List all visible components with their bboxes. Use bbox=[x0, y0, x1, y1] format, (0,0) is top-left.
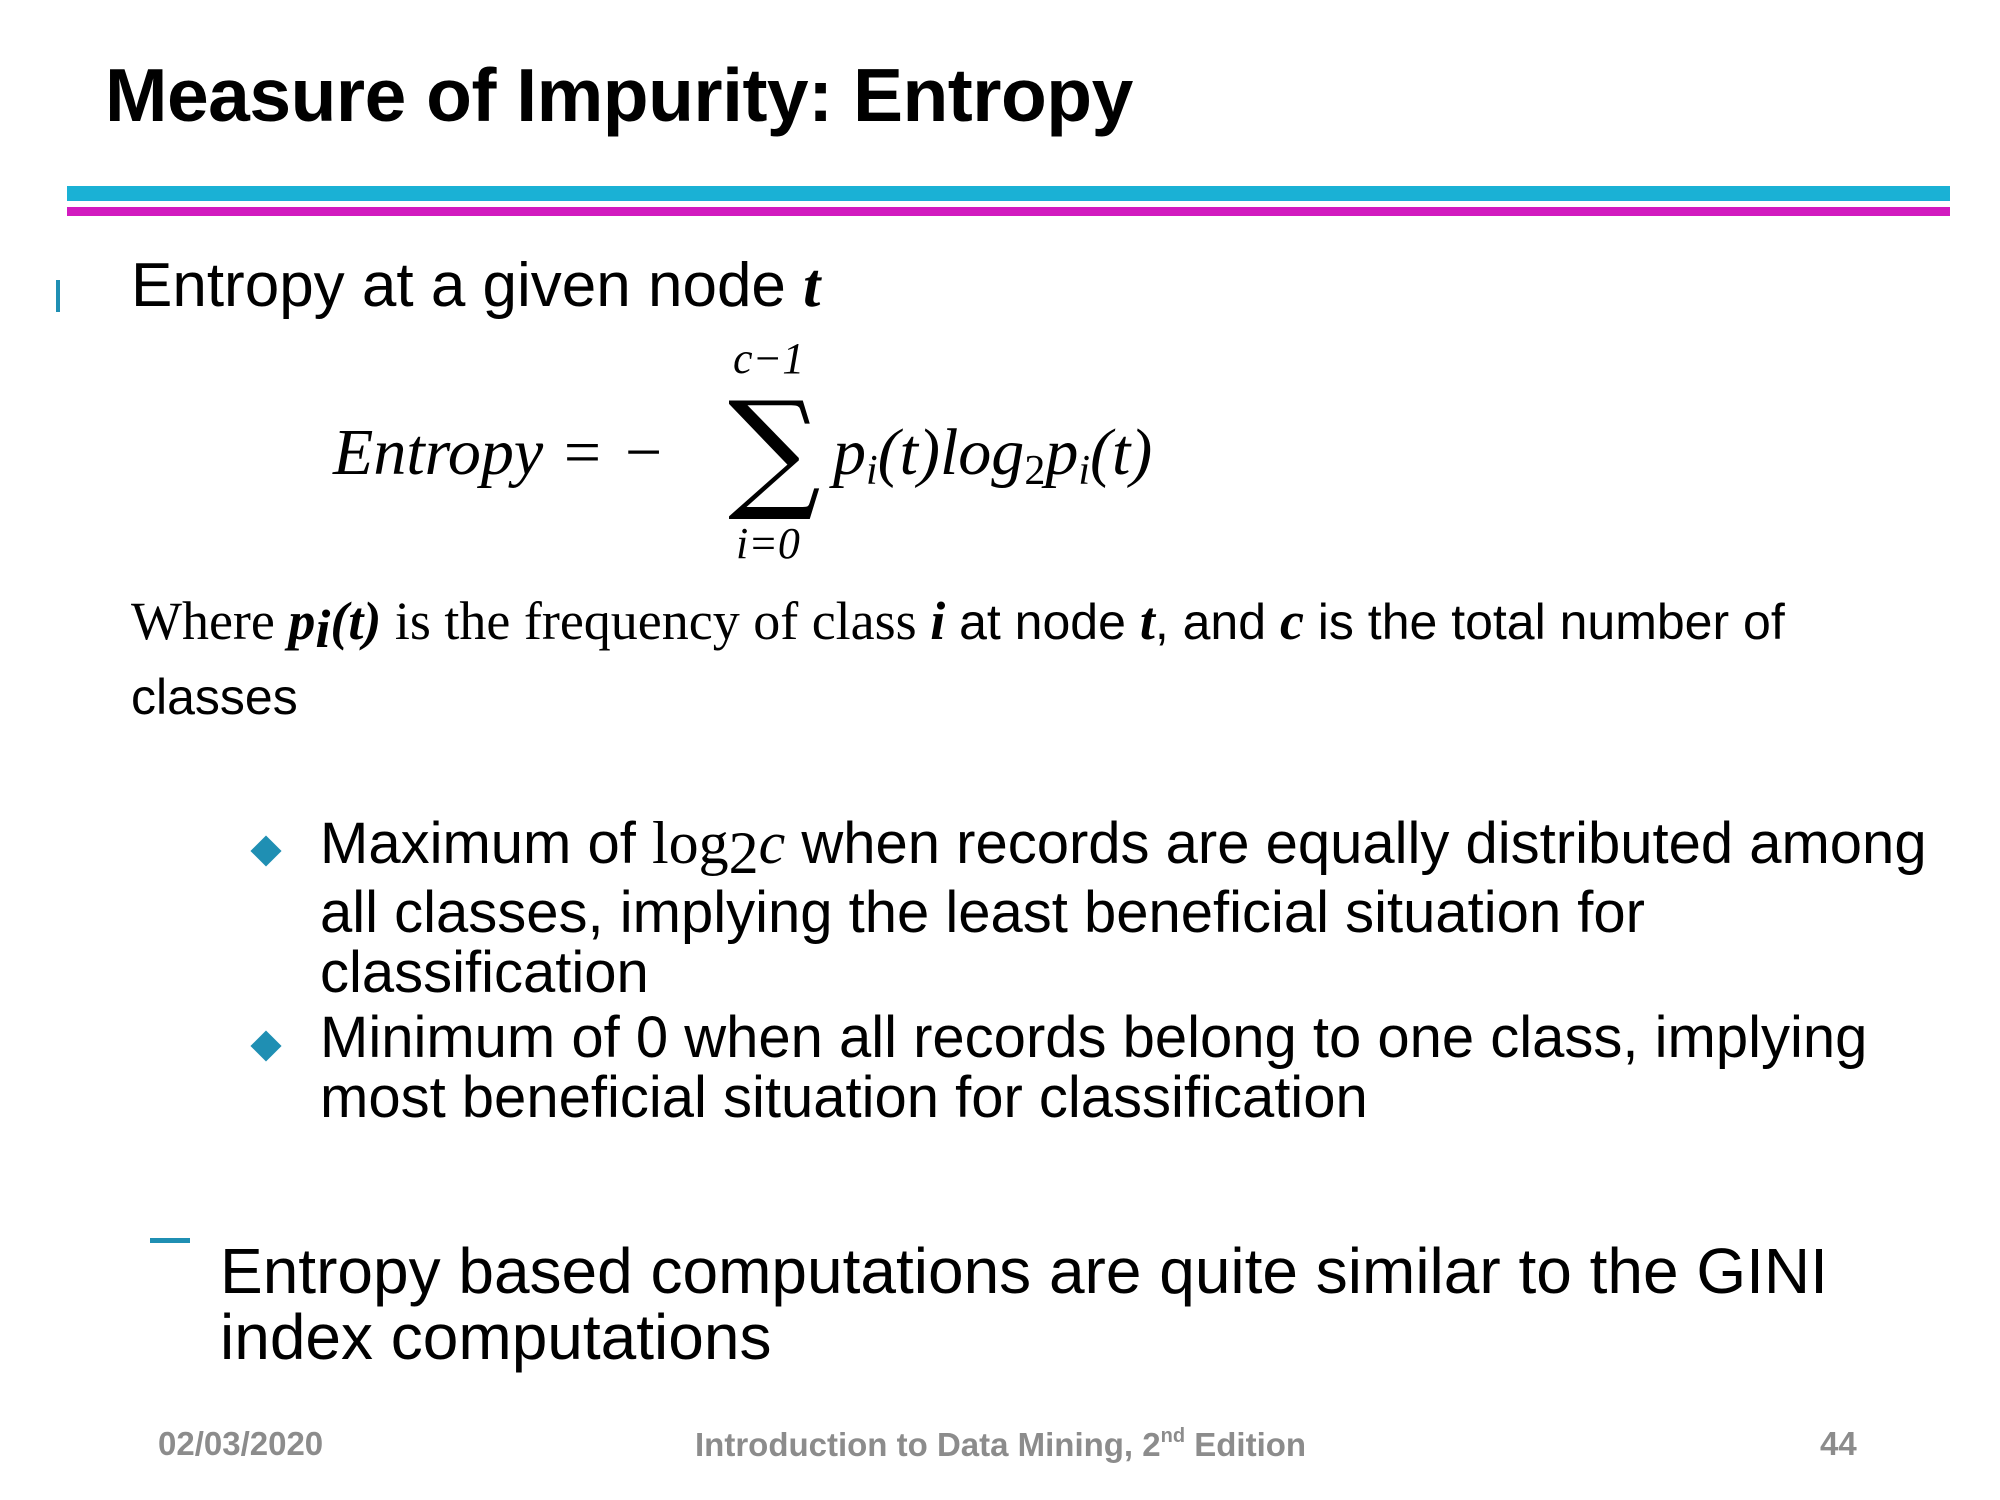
diamond-bullet-icon bbox=[250, 835, 281, 866]
footer-book: Introduction to Data Mining, 2nd Edition bbox=[695, 1425, 1307, 1463]
bullet-minimum: Minimum of 0 when all records belong to one class, implying most beneficial situation for classification bbox=[320, 1005, 1868, 1130]
sum-lower-limit: i=0 bbox=[736, 519, 800, 568]
sum-upper-limit: c−1 bbox=[733, 334, 805, 383]
slide-title: Measure of Impurity: Entropy bbox=[105, 53, 1133, 137]
footer-date: 02/03/2020 bbox=[158, 1425, 324, 1462]
bar-bullet-icon bbox=[56, 280, 60, 312]
page-number: 44 bbox=[1820, 1425, 1857, 1462]
formula-rhs: $p_i(t)\log_2p_i(t)$ bbox=[833, 416, 1153, 494]
dash-item: Entropy based computations are quite similar to the GINI index computations bbox=[220, 1235, 1828, 1373]
bullet-maximum: Maximum of $\log_2c$ when records are equally distributed among all classes, implying the least beneficial situation for classification bbox=[320, 810, 1927, 1005]
dash-bullet-icon bbox=[150, 1238, 190, 1243]
sigma-icon: ∑ bbox=[728, 373, 821, 525]
formula-lhs: Entropy = − bbox=[333, 416, 666, 489]
entropy-heading: Entropy at a given node t bbox=[131, 251, 821, 320]
title-rule-magenta bbox=[67, 207, 1950, 216]
diamond-bullet-icon bbox=[250, 1030, 281, 1061]
title-rule-cyan bbox=[67, 186, 1950, 201]
formula-description: Where $p_i(t)$ is the frequency of class i at node t, and c is the total number of classes bbox=[131, 591, 1785, 725]
